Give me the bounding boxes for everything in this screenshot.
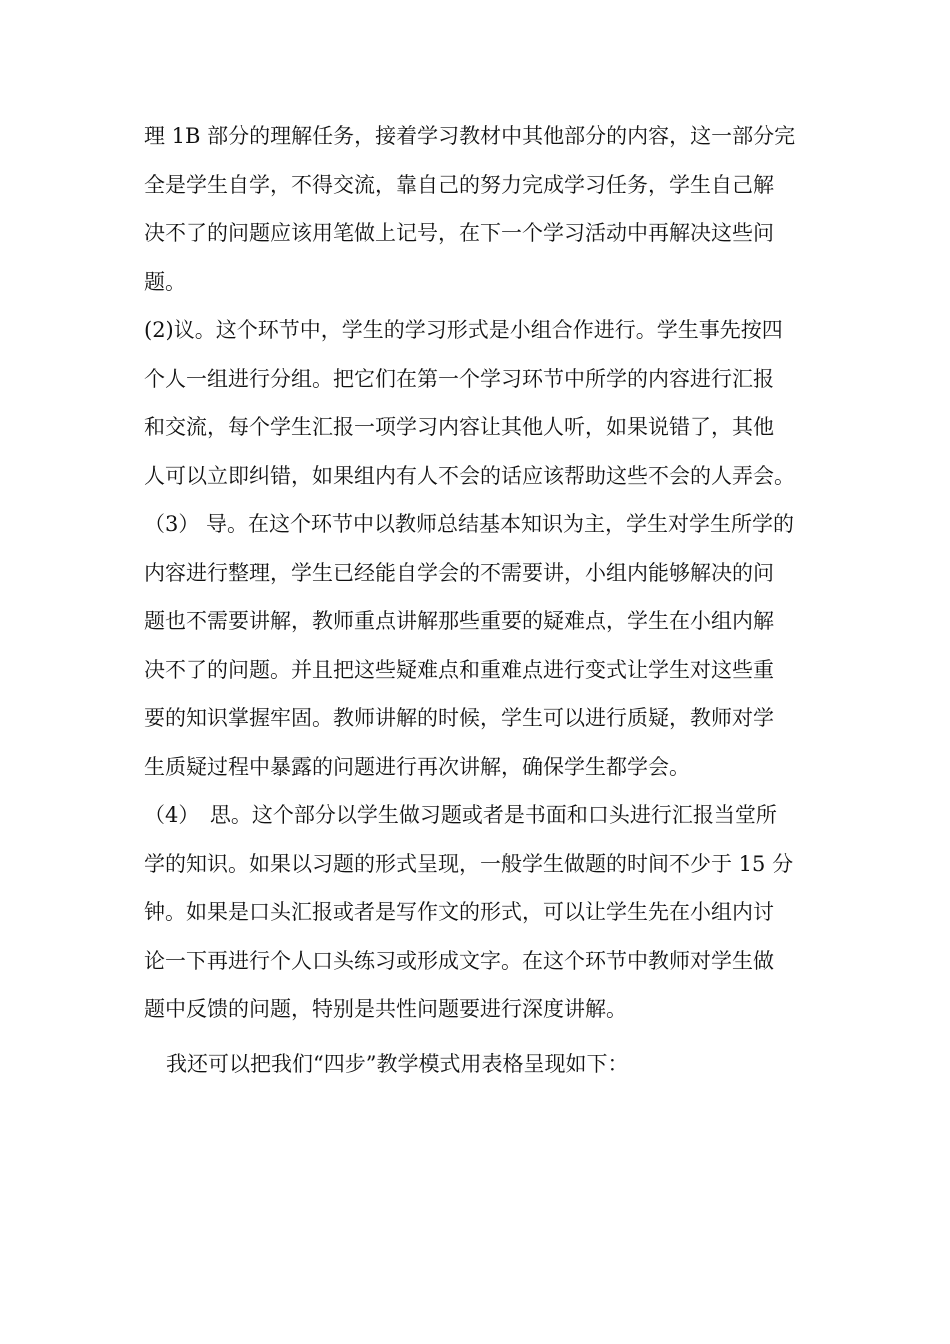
text-line: 个人一组进行分组。把它们在第一个学习环节中所学的内容进行汇报 [144,366,774,391]
text-line: 题。 [144,269,186,294]
text-line: 钟。如果是口头汇报或者是写作文的形式，可以让学生先在小组内讨 [144,900,774,924]
closing-line: 我还可以把我们“四步”教学模式用表格呈现如下： [166,1051,629,1076]
section-3-heading-line: （3） 导。在这个环节中以教师总结基本知识为主，学生对学生所学的 [144,512,795,536]
section-4-heading-line: （4） 思。这个部分以学生做习题或者是书面和口头进行汇报当堂所 [144,803,777,827]
text-line: 决不了的问题。并且把这些疑难点和重难点进行变式让学生对这些重 [144,657,774,682]
text-line: 论一下再进行个人口头练习或形成文字。在这个环节中教师对学生做 [144,948,774,973]
text-line: 题中反馈的问题，特别是共性问题要进行深度讲解。 [144,997,627,1021]
text-line: 内容进行整理，学生已经能自学会的不需要讲，小组内能够解决的问 [144,560,774,585]
text-line: 决不了的问题应该用笔做上记号，在下一个学习活动中再解决这些问 [144,221,774,245]
text-line: 理 1B 部分的理解任务，接着学习教材中其他部分的内容，这一部分完 [144,124,796,148]
text-line: 全是学生自学，不得交流，靠自己的努力完成学习任务，学生自己解 [144,172,774,197]
text-line: 生质疑过程中暴露的问题进行再次讲解，确保学生都学会。 [144,754,690,779]
text-line: 和交流，每个学生汇报一项学习内容让其他人听，如果说错了，其他 [144,415,774,439]
body-text [144,112,824,1088]
section-2-heading-line: (2)议。这个环节中，学生的学习形式是小组合作进行。学生事先按四 [144,318,783,342]
text-line: 要的知识掌握牢固。教师讲解的时候，学生可以进行质疑，教师对学 [144,706,774,730]
text-line: 题也不需要讲解，教师重点讲解那些重要的疑难点，学生在小组内解 [144,609,774,633]
text-line: 人可以立即纠错，如果组内有人不会的话应该帮助这些不会的人弄会。 [144,463,795,488]
text-line: 学的知识。如果以习题的形式呈现，一般学生做题的时间不少于 15 分 [144,851,794,876]
